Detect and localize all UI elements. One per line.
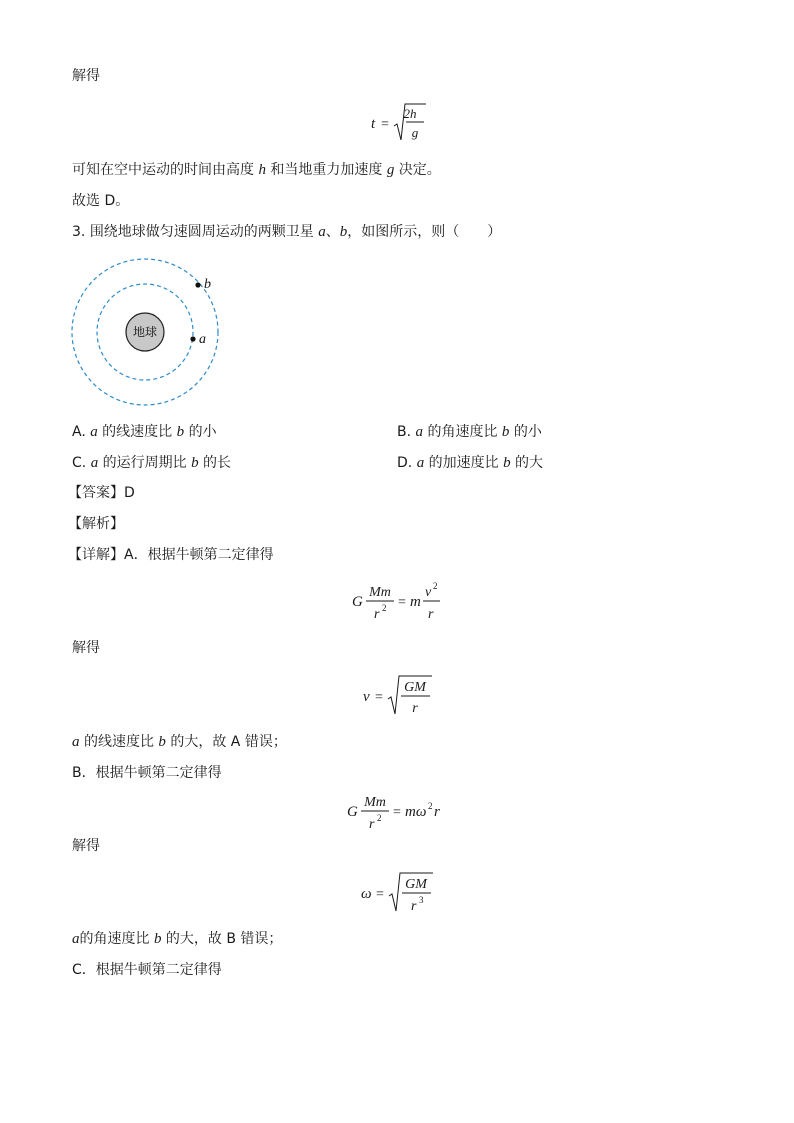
satellite-a-dot: [190, 336, 195, 341]
svg-text:GM: GM: [405, 877, 427, 892]
svg-text:2: 2: [382, 603, 387, 613]
option-b: B. a 的角速度比 b 的小: [397, 424, 542, 440]
equation-newton-1: [350, 578, 450, 628]
svg-text:r: r: [412, 701, 418, 716]
answer-line: 【答案】D: [68, 485, 135, 501]
svg-text:GM: GM: [404, 680, 426, 695]
svg-text:2: 2: [433, 581, 438, 591]
svg-text:Mm: Mm: [364, 795, 386, 810]
detail-b-conclusion: a的角速度比 b 的大，故 B 错误；: [72, 931, 283, 947]
satellite-a-label: a: [199, 332, 206, 347]
svg-text:2: 2: [428, 801, 433, 811]
svg-text:v: v: [425, 585, 432, 600]
detail-a-conclusion: a 的线速度比 b 的大，故 A 错误；: [72, 734, 287, 750]
svg-text:r: r: [374, 607, 380, 622]
svg-text:G: G: [347, 804, 358, 820]
svg-text:=: =: [375, 690, 383, 705]
svg-text:G: G: [352, 594, 363, 610]
svg-text:ω: ω: [361, 886, 372, 902]
solve-label-intro: 解得: [72, 68, 100, 84]
eq-t-den: g: [411, 125, 419, 140]
equation-newton-2: [345, 790, 455, 838]
svg-text:3: 3: [419, 895, 424, 905]
equation-time: [368, 100, 428, 146]
svg-text:Mm: Mm: [369, 585, 391, 600]
svg-text:=: =: [398, 595, 406, 610]
option-d: D. a 的加速度比 b 的大: [397, 455, 544, 471]
earth-label: 地球: [132, 325, 158, 339]
eq-t-num: 2h: [403, 106, 417, 121]
satellite-b-dot: [195, 282, 200, 287]
svg-text:mω: mω: [405, 804, 427, 820]
svg-text:r: r: [411, 899, 417, 914]
option-a: A. a 的线速度比 b 的小: [72, 424, 217, 440]
svg-text:=: =: [376, 887, 384, 902]
detail-a-intro: 【详解】A．根据牛顿第二定律得: [68, 547, 274, 563]
question-stem: 3. 围绕地球做匀速圆周运动的两颗卫星 a、b，如图所示，则（ ）: [72, 224, 502, 240]
svg-text:2: 2: [377, 813, 382, 823]
svg-text:m: m: [410, 594, 421, 610]
detail-b-intro: B．根据牛顿第二定律得: [72, 765, 222, 781]
conclusion-line: 可知在空中运动的时间由高度 h 和当地重力加速度 g 决定。: [72, 162, 441, 178]
svg-text:=: =: [393, 805, 401, 820]
svg-text:r: r: [428, 607, 434, 622]
solve-label-2: 解得: [72, 838, 100, 854]
orbit-figure: [68, 255, 228, 415]
solve-label-1: 解得: [72, 640, 100, 656]
detail-c-intro: C．根据牛顿第二定律得: [72, 962, 222, 978]
svg-text:r: r: [434, 804, 440, 820]
option-c: C. a 的运行周期比 b 的长: [72, 455, 232, 471]
svg-text:v: v: [363, 689, 370, 705]
satellite-b-label: b: [204, 277, 211, 292]
analysis-label: 【解析】: [68, 516, 124, 532]
equation-omega: [358, 869, 438, 917]
choose-line: 故选 D。: [72, 193, 130, 209]
svg-text:=: =: [381, 117, 389, 132]
eq-t-lhs: t: [371, 116, 376, 132]
equation-velocity: [360, 672, 440, 720]
svg-text:r: r: [369, 817, 375, 832]
